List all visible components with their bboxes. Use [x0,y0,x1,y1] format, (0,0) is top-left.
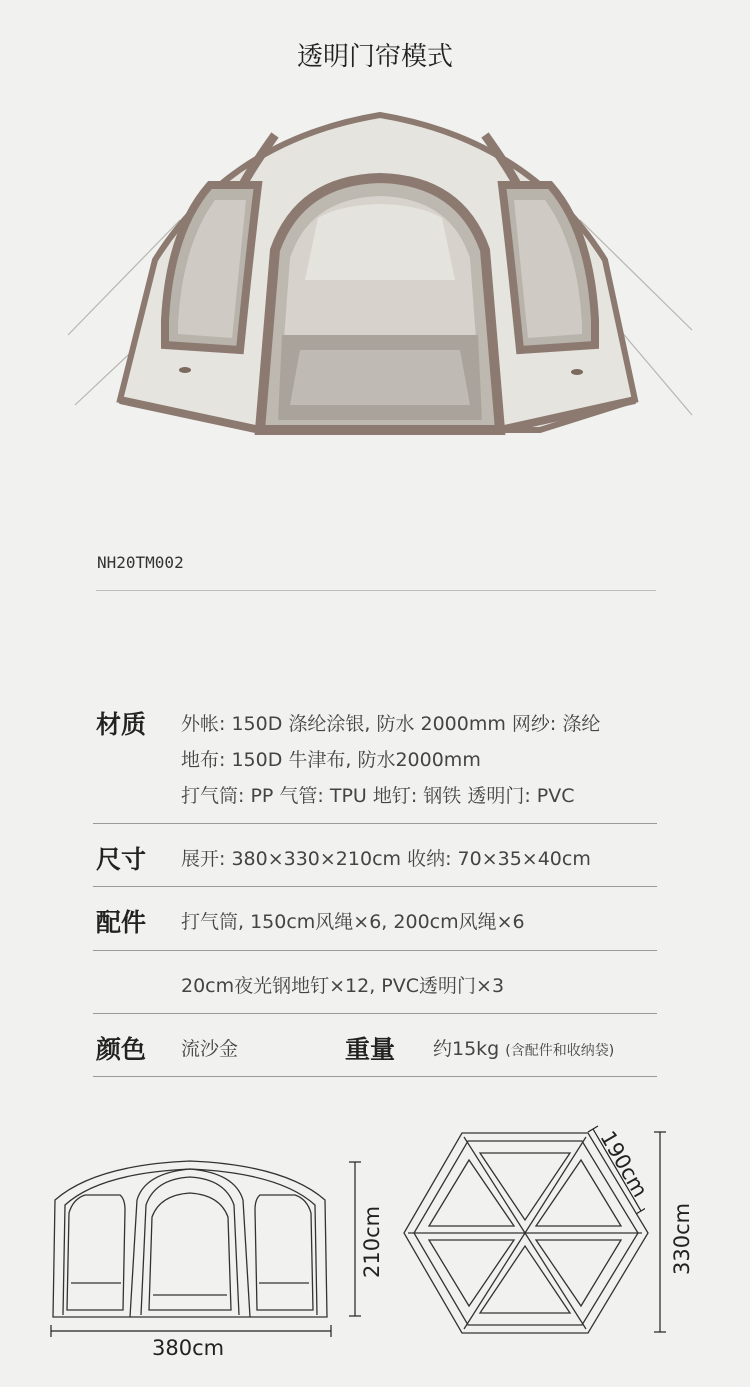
spec-material [93,705,657,815]
model-number: NH20TM002 [97,553,184,572]
spec-text: 20cm夜光钢地钉×12, PVC透明门×3 [181,975,505,997]
spec-size [93,840,657,880]
color-value: 流沙金 [181,1038,239,1060]
depth-dimension-line [650,1130,670,1336]
spec-text: 外帐: 150D 涤纶涂银, 防水 2000mm 网纱: 涤纶 [181,713,601,735]
spec-color-weight [93,1030,657,1070]
divider [93,823,657,824]
spec-label: 颜色 [96,1035,147,1064]
spec-accessories [93,903,657,943]
spec-text: 打气筒: PP 气管: TPU 地钉: 钢铁 透明门: PVC [181,785,575,807]
divider [93,1013,657,1014]
spec-text: 打气筒, 150cm风绳×6, 200cm风绳×6 [181,911,525,933]
divider [93,950,657,951]
divider [96,590,656,591]
divider [93,886,657,887]
height-label: 210cm [360,1205,384,1278]
spec-label: 重量 [345,1035,396,1064]
spec-accessories-cont [93,967,657,1007]
spec-text: 地布: 150D 牛津布, 防水2000mm [181,749,481,771]
side-label: 190cm [595,1126,653,1202]
spec-text: 展开: 380×330×210cm 收纳: 70×35×40cm [181,848,591,870]
depth-label: 330cm [670,1202,694,1275]
tent-photo [60,100,700,450]
weight-text: 约15kg [433,1038,500,1060]
page-title: 透明门帘模式 [296,42,453,72]
spec-label: 材质 [96,710,147,739]
divider [93,1076,657,1077]
spec-label: 尺寸 [96,845,147,874]
weight-value [433,1034,614,1061]
width-label: 380cm [152,1336,225,1360]
weight-note: (含配件和收纳袋) [505,1043,615,1059]
spec-label: 配件 [96,908,147,937]
front-view-diagram [45,1155,335,1340]
